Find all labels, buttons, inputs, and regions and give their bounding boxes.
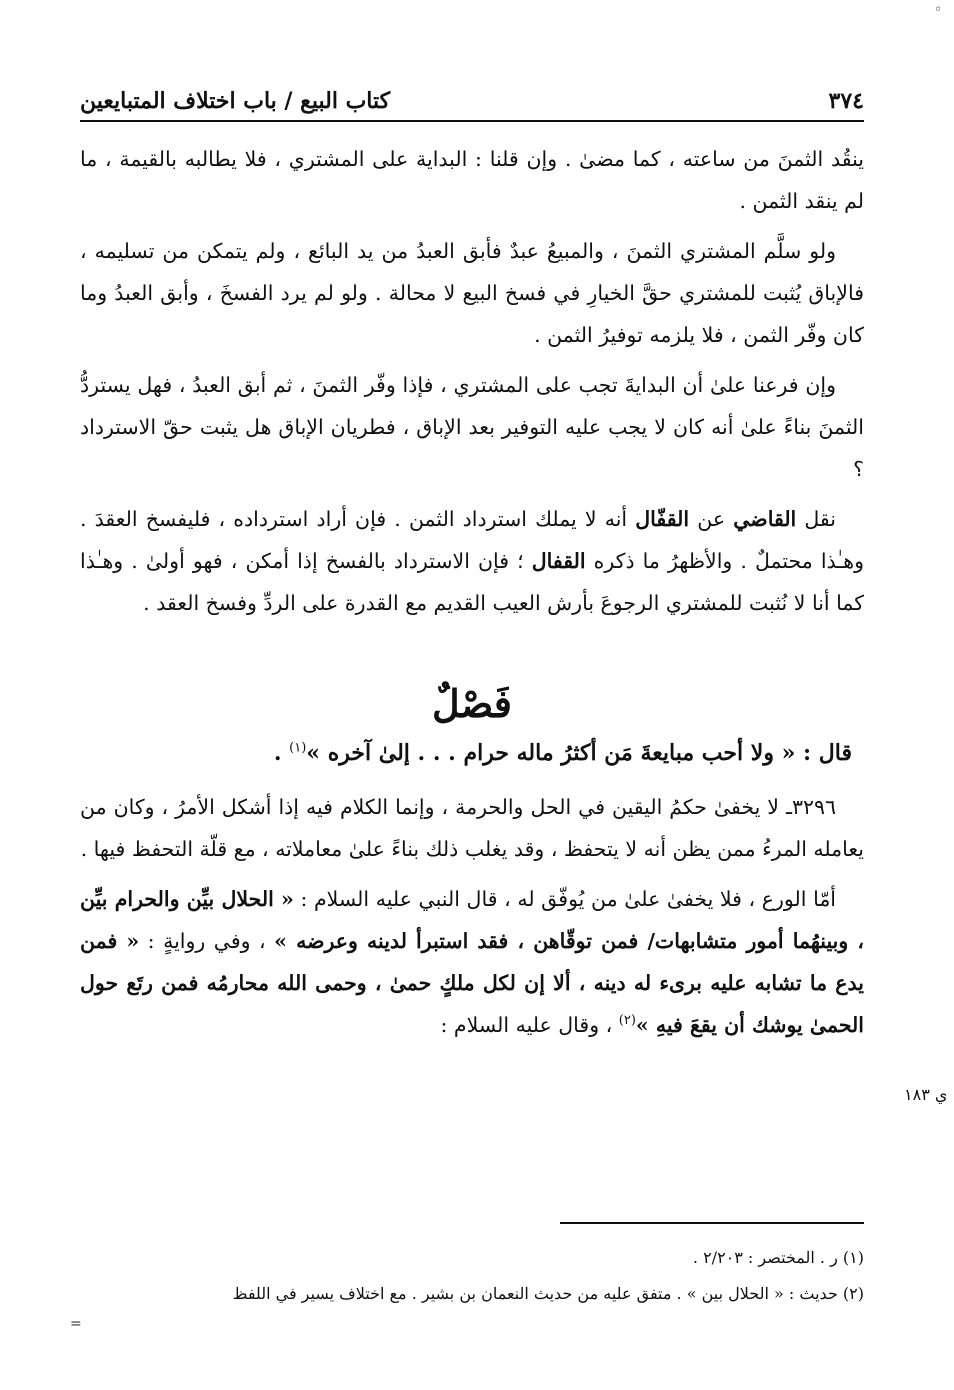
quoted-text: قال : « ولا أحب مبايعةَ مَن أكثرُ ماله حرام . . . إلىٰ آخره » <box>306 740 852 766</box>
paragraph-4 <box>80 498 864 624</box>
edge-mark: = <box>70 1316 82 1332</box>
hadith-quote-1: « الحلال بيِّن والحرام بيِّن ، وبينهُما أمور متشابهات/ فمن توقّاهن ، فقد استبرأ لدينه وعرضه » <box>80 887 864 953</box>
name-qaffal-2: القفال <box>531 549 586 573</box>
paragraph-1: ينقُد الثمنَ من ساعته ، كما مضىٰ . وإن قلنا : البداية على المشتري ، فلا يطالبه بالقيمة ، ما لم ينقد الثمن . <box>80 147 864 213</box>
page-number: ٣٧٤ <box>828 88 864 114</box>
corner-mark: ◦ <box>934 2 943 18</box>
footnote-ref-2: (٢) <box>618 1013 636 1029</box>
main-text <box>80 138 864 1054</box>
quoted-statement: قال : « ولا أحب مبايعةَ مَن أكثرُ ماله حرام . . . إلىٰ آخره »$^{(١)}$ . <box>273 740 852 766</box>
hadith-quote-2: « فمن يدع ما تشابه عليه برىء له دينه ، ألا إن لكل ملكٍ حمىٰ ، وحمى الله محارمُه فمن رتَع حول الحمىٰ يوشك أن يقعَ فيهِ » <box>80 929 864 1037</box>
para4-text-1: نقل <box>796 507 837 531</box>
paragraph-3: وإن فرعنا علىٰ أن البدايةَ تجب على المشتري ، فإذا وفّر الثمنَ ، ثم أبق العبدُ ، فهل يستردُّ الثمنَ بناءً علىٰ أنه كان لا يجب عليه التوفير بعد الإباق ، فطريان الإباق هل يثبت حقّ الاسترداد ؟ <box>80 373 864 481</box>
footnote-divider <box>560 1222 864 1224</box>
footnote-ref-1: (١) <box>289 740 307 756</box>
para4-text-4: ؛ فإن الاسترداد بالفسخ إذا أمكن ، فهو أولىٰ . وهـٰذا كما أنا لا نُثبت للمشتري الرجوعَ بأرش العيب القديم مع القدرة على الردِّ وفسخ العقد . <box>80 549 864 615</box>
footnotes <box>80 1240 864 1312</box>
paragraph-6 <box>80 878 864 1046</box>
para6-text-2: ، وفي روايةٍ : <box>139 929 275 953</box>
paragraph-2: ولو سلَّم المشتري الثمنَ ، والمبيعُ عبدٌ فأبق العبدُ من يد البائع ، ولم يتمكن من تسليمه ، فالإباق يُثبت للمشتري حقَّ الخيارِ في فسخ البيع لا محالة . ولو لم يرد الفسخَ ، وأبق العبدُ وما كان وفّر الثمن ، فلا يلزمه توفيرُ الثمن . <box>80 239 864 347</box>
page-header <box>80 86 864 122</box>
footnote-2: (٢) حديث : « الحلال بين » . متفق عليه من حديث النعمان بن بشير . مع اختلاف يسير في اللفظ <box>232 1284 864 1303</box>
para6-text-3: ، وقال عليه السلام : <box>440 1013 619 1037</box>
name-qaffal: القفّال <box>635 507 690 531</box>
section-heading: فَصْلٌ <box>432 681 512 726</box>
footnote-1: (١) ر . المختصر : ٢/٢٠٣ . <box>692 1248 864 1267</box>
margin-note: ي ١٨٣ <box>904 1085 948 1104</box>
running-title: كتاب البيع / باب اختلاف المتبايعين <box>80 86 396 116</box>
para4-text-3: أنه لا يملك استرداد الثمن . فإن أراد استرداده ، فليفسخ العقدَ . وهـٰذا محتملٌ . والأظهرُ ما ذكره <box>80 507 864 573</box>
para4-text-2: عن <box>689 507 734 531</box>
para6-text-1: أمّا الورع ، فلا يخفىٰ علىٰ من يُوفّق له ، قال النبي عليه السلام : <box>293 887 836 911</box>
paragraph-5: ٣٢٩٦ـ لا يخفىٰ حكمُ اليقين في الحل والحرمة ، وإنما الكلام فيه إذا أشكل الأمرُ ، وكان من يعامله المرءُ ممن يظن أنه لا يتحفظ ، وقد يغلب ذلك بناءً علىٰ معاملاته ، مع قلّة التحفظ فيها . <box>80 795 864 861</box>
name-qadi: القاضي <box>733 507 797 531</box>
